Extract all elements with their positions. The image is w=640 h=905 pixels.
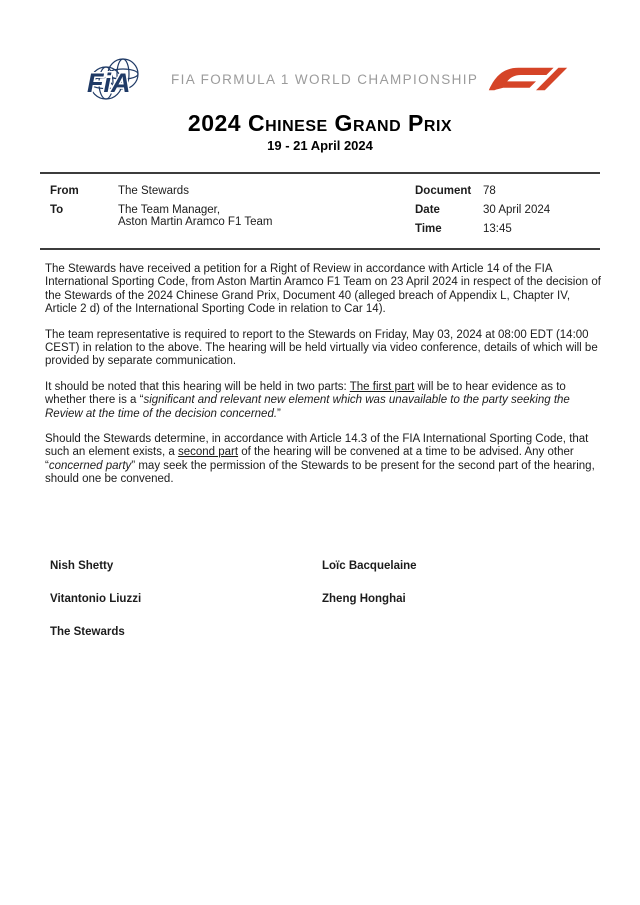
event-dates: 19 - 21 April 2024 <box>267 138 373 153</box>
meta-table <box>40 172 600 250</box>
to-value <box>118 204 272 228</box>
to-value-line2: Aston Martin Aramco F1 Team <box>118 216 273 228</box>
paragraph-hearing-summons: The team representative is required to report to the Stewards on Friday, May 03, 2024 at 08:00 EDT (14:00 CEST) in relation to the above. The hearing will be held virtually via video conference, details of which will be provided by separate communication. <box>45 328 598 368</box>
title-block <box>0 110 640 153</box>
paragraph-first-part: It should be noted that this hearing will be held in two parts: The first part will be to hear evidence as to whether there is a “significant and relevant new element which was unavailable to the party seeking the Review at the time of the decision concerned.” <box>45 380 570 420</box>
document-body <box>45 263 601 499</box>
signature-name: Zheng Honghai <box>322 593 406 605</box>
meta-from-to <box>50 185 272 248</box>
paragraph-second-part: Should the Stewards determine, in accordance with Article 14.3 of the FIA International Sporting Code, that such an element exists, a second part of the hearing will be convened at a time to be advised. Any other “concerned party” may seek the permission of the Stewards to be present for the second part of the hearing, should one be convened. <box>45 433 595 486</box>
fia-logo <box>85 55 143 103</box>
to-value-line1: The Team Manager, <box>118 204 221 216</box>
signature-role: The Stewards <box>50 626 125 638</box>
time-value: 13:45 <box>483 223 512 235</box>
championship-title: FIA FORMULA 1 WORLD CHAMPIONSHIP <box>171 71 479 87</box>
from-label: From <box>50 185 79 197</box>
signature-name: Loïc Bacquelaine <box>322 560 417 572</box>
page-title: 2024 Chinese Grand Prix <box>187 110 453 136</box>
signature-empty-cell <box>322 626 600 638</box>
document-number: 78 <box>483 185 496 197</box>
paragraph-petition: The Stewards have received a petition for a Right of Review in accordance with Article 14 of the FIA International Sporting Code, from Aston Martin Aramco F1 Team on 23 April 2024 in respect of the decision of the Stewards of the 2024 Chinese Grand Prix, Document 40 (alleged breach of Appendix L, Chapter IV, Article 2 d) of the International Sporting Code in relation to Car 14). <box>45 263 601 316</box>
from-value: The Stewards <box>118 185 189 197</box>
document-header <box>85 55 568 103</box>
date-value: 30 April 2024 <box>483 204 551 216</box>
signature-name: Nish Shetty <box>50 560 114 572</box>
time-label: Time <box>415 223 442 235</box>
date-label: Date <box>415 204 440 216</box>
svg-text:FiA: FiA <box>87 68 131 98</box>
f1-logo <box>488 64 568 94</box>
meta-doc-date-time <box>415 185 600 248</box>
document-label: Document <box>415 185 472 197</box>
signatures-block <box>50 560 600 638</box>
signature-name: Vitantonio Liuzzi <box>50 593 142 605</box>
to-label: To <box>50 204 64 216</box>
